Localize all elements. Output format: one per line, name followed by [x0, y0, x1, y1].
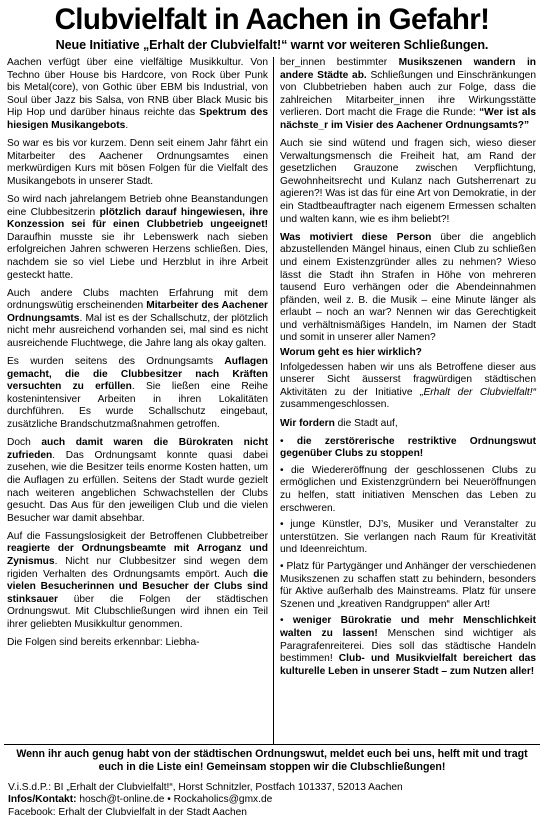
body-columns — [4, 57, 540, 744]
visdp-line: V.i.S.d.P.: BI „Erhalt der Clubvielfalt!“, Horst Schnitzler, Postfach 101337, 52013 Aachen — [8, 782, 403, 793]
left-paragraph-6: Doch auch damit waren die Bürokraten nicht zufrieden. Das Ordnungsamt konnte quasi dabei zusehen, wie die Besitzer teils enorme Kosten hatten, um die Auflagen zu erfüllen. Seitens der Stadt wurde gezielt nach weiteren angeblichen Schwachstellen der Clubs gesucht. Das Aus für den jeweiligen Club und die vielen Besucher war damit absehbar. — [7, 437, 268, 524]
right-column — [274, 57, 540, 744]
demand-item: • junge Künstler, DJ’s, Musiker und Veranstalter zu unterstützen. Sie verlangen nach Raum für Kreativität und Ideenreichtum. — [280, 519, 536, 556]
demand-item: • weniger Bürokratie und mehr Menschlichkeit walten zu lassen! Menschen sind wichtiger als Paragrafenreiterei. Dies soll das städtische Handeln bestimmen! Club- und Musikvielfalt bereichert das kulturelle Leben in unserer Stadt – zum Nutzen aller! — [280, 615, 536, 677]
contact-line: Infos/Kontakt: hosch@t-online.de • Rockaholics@gmx.de — [8, 794, 273, 806]
facebook-line: Facebook: Erhalt der Clubvielfalt in der Stadt Aachen — [8, 806, 247, 818]
right-paragraph-3: Was motiviert diese Person über die angeblich abzustellenden Mängel hinaus, einen Club zu schließen und einem Existenzgründer alles zu nehmen? Wieso lässt die Stadt ihn Strafen in Höhe von mehreren tausend Euro verhängen oder die Abendeinnahmen pfänden, weil z. B. die Musik – eine Minute länger als erlaubt – noch an war? Nennen wir das Gerechtigkeit und verhältnismäßiges Handeln, im Namen der Stadt und somit in unserer aller Namen? — [280, 231, 537, 344]
demand-item: • die zerstörerische restriktive Ordnungswut gegenüber Clubs zu stoppen! — [280, 435, 536, 460]
right-subheading: Worum geht es hier wirklich? — [280, 347, 422, 359]
left-column — [4, 57, 274, 744]
bullet-icon: • — [280, 435, 297, 447]
left-paragraph-7: Auf die Fassungslosigkeit der Betroffenen Clubbetreiber reagierte der Ordnungsbeamte mit Arroganz und Zynismus. Nicht nur Clubbesitzer sind wegen dem rigiden Verhalten des Ordnungsamts empört. Auch die vielen Besucherinnen und Besucher der Clubs sind stinksauer über die Folgen der städtischen Ordnungswut. Mit Clubschließungen wird ihnen ein Teil ihrer geliebten Musikkultur genommen. — [7, 530, 268, 630]
left-paragraph-5: Es wurden seitens des Ordnungsamts Auflagen gemacht, die die Clubbesitzer nach Kräften versuchten zu erfüllen. Sie ließen eine Reihe kostenintensiver Arbeiten in ihren Lokalitäten durchführen. Es wurde Schallschutz eingebaut, zusätzliche Brandschutzmaßnahmen getroffen. — [7, 356, 268, 431]
left-paragraph-1: Aachen verfügt über eine vielfältige Musikkultur. Von Techno über House bis Hardcore, von Rock über Punk bis Metal(core), von Gothic über EBM bis Industrial, von Soul über Jazz bis Salsa, von RNB über Black Music bis Hip Hop und darüber hinaus reichte das Spektrum des hiesigen Musikangebots. — [7, 57, 268, 131]
right-paragraph-2: Auch sie sind wütend und fragen sich, wieso dieser Verwaltungsmensch die Freiheit hat, am Rand der gesetzlichen Grauzone zwischen Verpflichtung, Gewohnheitsrecht und Kulanz nach Gutsherrenart zu agieren?! Was ist das für eine Art von Demokratie, in der ein Stadtbeauftragter nach eigenem Ermessen schalten und walten kann, wie es ihm beliebt?! — [280, 138, 536, 225]
bullet-icon: • — [280, 464, 291, 476]
subtitle: Neue Initiative „Erhalt der Clubvielfalt!“ warnt vor weiteren Schließungen. — [55, 38, 489, 52]
headline: Clubvielfalt in Aachen in Gefahr! — [54, 3, 490, 36]
left-paragraph-2: So war es bis vor kurzem. Denn seit einem Jahr fährt ein Mitarbeiter des Aachener Ordnungsamtes einen merkwürdigen Kurs mit bösen Folgen für die Vielfalt des Musikangebots in unserer Stadt. — [7, 138, 268, 187]
demands-heading: Wir fordern die Stadt auf, — [280, 417, 398, 429]
demand-item: • die Wiedereröffnung der geschlossenen Clubs zu ermöglichen und Existenzgründern bei Neueröffnungen zu helfen, statt initiativen Menschen das Leben zu erschweren. — [280, 464, 536, 514]
bullet-icon: • — [280, 519, 291, 531]
bullet-icon: • — [280, 615, 293, 627]
demands-list — [280, 418, 536, 679]
divider-line — [4, 744, 540, 745]
call-to-action: Wenn ihr auch genug habt von der städtischen Ordnungswut, meldet euch bei uns, helft mit und tragt euch in die Liste ein! Gemeinsam stoppen wir die Clubschließungen! — [16, 748, 528, 773]
bullet-icon: • — [280, 560, 287, 572]
right-paragraph-1: ber_innen bestimmter Musikszenen wandern in andere Städte ab. Schließungen und Einschränkungen von Clubbetrieben haben auch zur Folge, dass die zahlreichen Mitarbeiter_innen ihre Wirkungsstätte verlieren. Dort macht die Frage die Runde: “Wer ist als nächste_r im Visier des Aachener Ordnungsamts?” — [280, 57, 536, 131]
right-paragraph-4: Infolgedessen haben wir uns als Betroffene dieser aus unserer Sicht äusserst fragwürdigen städtischen Aktivitäten zu der Initiative „Erhalt der Clubvielfalt!“ zusammengeschlossen. — [280, 361, 536, 411]
footer — [8, 782, 538, 819]
left-paragraph-4: Auch andere Clubs machten Erfahrung mit dem ordnungswütig erscheinenden Mitarbeiter des Aachener Ordnungsamts. Mal ist es der Schallschutz, der plötzlich nicht mehr ausreichend vorhanden sei, mal sind es nicht ausreichende Fluchtwege, die Jahre lang als okay galten. — [7, 287, 268, 349]
left-paragraph-8: Die Folgen sind bereits erkennbar: Liebha- — [7, 637, 200, 649]
demand-item: • Platz für Partygänger und Anhänger der verschiedenen Musikszenen zu schaffen statt zu behindern, besonders für Aktive außerhalb des Mainstreams. Platz für unsere Szenen und „kreativen Randgruppen“ aller Art! — [280, 560, 537, 610]
left-paragraph-3: So wird nach jahrelangem Betrieb ohne Beanstandungen eine Clubbesitzerin plötzlich darauf hingewiesen, ihre Konzession sei für einen Clubbetrieb ungeeignet! Daraufhin musste sie ihr Lebenswerk nach sieben erfolgreichen Jahren schweren Herzens schließen. Dies, nachdem sie so viel Liebe und Herzblut in ihre Arbeit gesteckt hatte. — [7, 193, 269, 281]
